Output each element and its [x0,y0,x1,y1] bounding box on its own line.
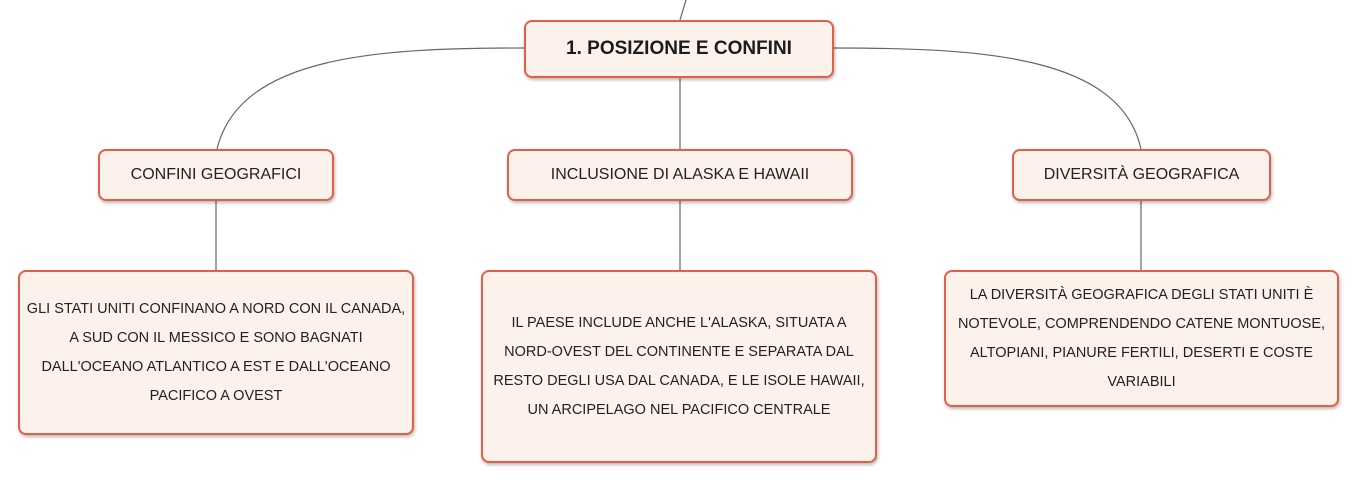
detail-text: IL PAESE INCLUDE ANCHE L'ALASKA, SITUATA A NORD-OVEST DEL CONTINENTE E SEPARATA DAL RESTO DEGLI USA DAL CANADA, E LE ISOLE HAWAII, UN ARCIPELAGO NEL PACIFICO CENTRALE [493,314,865,418]
detail-confini-geografici[interactable] [18,270,414,435]
subtopic-diversita-geografica[interactable] [1012,149,1271,201]
connector-parent-to-root [680,0,686,20]
subtopic-label: INCLUSIONE DI ALASKA E HAWAII [550,166,810,183]
detail-text: GLI STATI UNITI CONFINANO A NORD CON IL CANADA, A SUD CON IL MESSICO E SONO BAGNATI DALL'OCEANO ATLANTICO A EST E DALL'OCEANO PACIFICO A OVEST [26,300,406,404]
root-topic-label: 1. POSIZIONE E CONFINI [566,38,792,59]
subtopic-inclusione-alaska-hawaii[interactable] [507,149,853,201]
connector-root-to-confini-geografici [217,48,524,149]
connector-root-to-diversita [834,48,1141,149]
detail-inclusione-alaska-hawaii[interactable] [481,270,877,463]
subtopic-confini-geografici[interactable] [98,149,334,201]
subtopic-label: DIVERSITÀ GEOGRAFICA [1043,166,1240,183]
root-topic-node[interactable] [524,20,834,78]
subtopic-label: CONFINI GEOGRAFICI [130,166,302,183]
detail-diversita-geografica[interactable] [944,270,1339,407]
detail-text: LA DIVERSITÀ GEOGRAFICA DEGLI STATI UNITI È NOTEVOLE, COMPRENDENDO CATENE MONTUOSE, ALTOPIANI, PIANURE FERTILI, DESERTI E COSTE VARIABILI [957,286,1326,390]
